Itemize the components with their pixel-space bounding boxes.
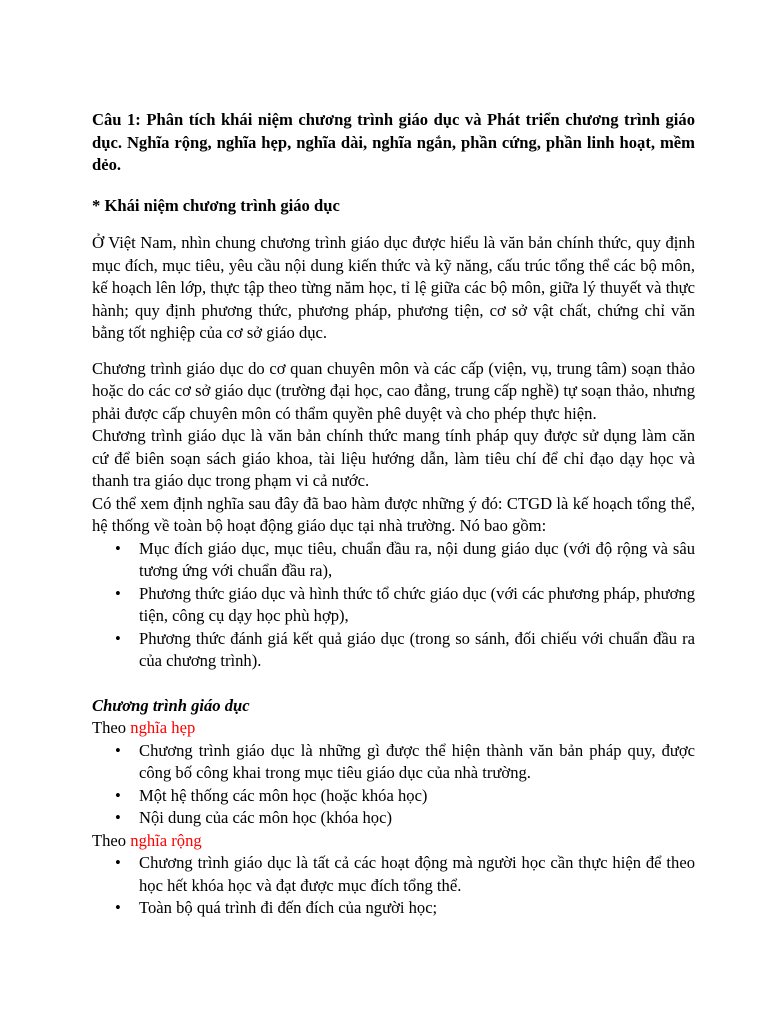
concept-paragraph-2: Chương trình giáo dục do cơ quan chuyên môn và các cấp (viện, vụ, trung tâm) soạn thảo hoặc do các cơ sở giáo dục (trường đại học, cao đẳng, trung cấp nghề) tự soạn thảo, nhưng phải được cấp chuyên môn có thẩm quyền phê duyệt và cho phép thực hiện. (92, 358, 695, 423)
list-item: • Chương trình giáo dục là những gì được thể hiện thành văn bản pháp quy, được công bố công khai trong mục tiêu giáo dục của nhà trường. (139, 740, 695, 785)
list-item: • Phương thức đánh giá kết quả giáo dục (trong so sánh, đối chiếu với chuẩn đầu ra của chương trình). (139, 628, 695, 673)
concept-paragraph-3: Chương trình giáo dục là văn bản chính thức mang tính pháp quy được sử dụng làm căn cứ để biên soạn sách giáo khoa, tài liệu hướng dẫn, làm tiêu chí để chỉ đạo dạy học và thanh tra giáo dục trong phạm vi cả nước. (92, 426, 695, 490)
narrow-meaning-term: nghĩa hẹp (130, 718, 196, 737)
concept-heading: * Khái niệm chương trình giáo dục (92, 195, 340, 215)
broad-meaning-line (92, 830, 695, 853)
list-item: • Chương trình giáo dục là tất cả các hoạt động mà người học cần thực hiện để theo học hết khóa học và đạt được mục đích tổng thể. (139, 852, 695, 897)
question-title: Câu 1: Phân tích khái niệm chương trình giáo dục và Phát triển chương trình giáo dục. Nghĩa rộng, nghĩa hẹp, nghĩa dài, nghĩa ngắn, phần cứng, phần linh hoạt, mềm dẻo. (92, 110, 695, 174)
list-item: • Nội dung của các môn học (khóa học) (139, 807, 695, 830)
concept-bullet-list (92, 538, 695, 673)
program-section-title: Chương trình giáo dục (92, 695, 250, 715)
narrow-meaning-line (92, 717, 695, 740)
broad-meaning-list (92, 852, 695, 920)
concept-paragraph-1: Ở Việt Nam, nhìn chung chương trình giáo dục được hiểu là văn bản chính thức, quy định mục đích, mục tiêu, yêu cầu nội dung kiến thức và kỹ năng, cấu trúc tổng thể các bộ môn, kế hoạch lên lớp, thực tập theo từng năm học, tỉ lệ giữa các bộ môn, giữa lý thuyết và thực hành; quy định phương thức, phương pháp, phương tiện, cơ sở vật chất, chứng chỉ văn bằng tốt nghiệp của cơ sở giáo dục. (92, 233, 695, 342)
narrow-meaning-list (92, 740, 695, 830)
list-item: • Mục đích giáo dục, mục tiêu, chuẩn đầu ra, nội dung giáo dục (với độ rộng và sâu tương ứng với chuẩn đầu ra), (139, 538, 695, 583)
concept-paragraph-4: Có thể xem định nghĩa sau đây đã bao hàm được những ý đó: CTGD là kế hoạch tổng thể, hệ thống về toàn bộ hoạt động giáo dục tại nhà trường. Nó bao gồm: (92, 493, 695, 535)
list-item: • Toàn bộ quá trình đi đến đích của người học; (139, 897, 695, 920)
broad-meaning-term: nghĩa rộng (130, 830, 202, 850)
list-item: • Một hệ thống các môn học (hoặc khóa học) (139, 785, 695, 808)
narrow-meaning-prefix: Theo (92, 718, 127, 737)
broad-meaning-prefix: Theo (92, 830, 127, 850)
list-item: • Phương thức giáo dục và hình thức tổ chức giáo dục (với các phương pháp, phương tiện, công cụ dạy học phù hợp), (139, 583, 695, 628)
